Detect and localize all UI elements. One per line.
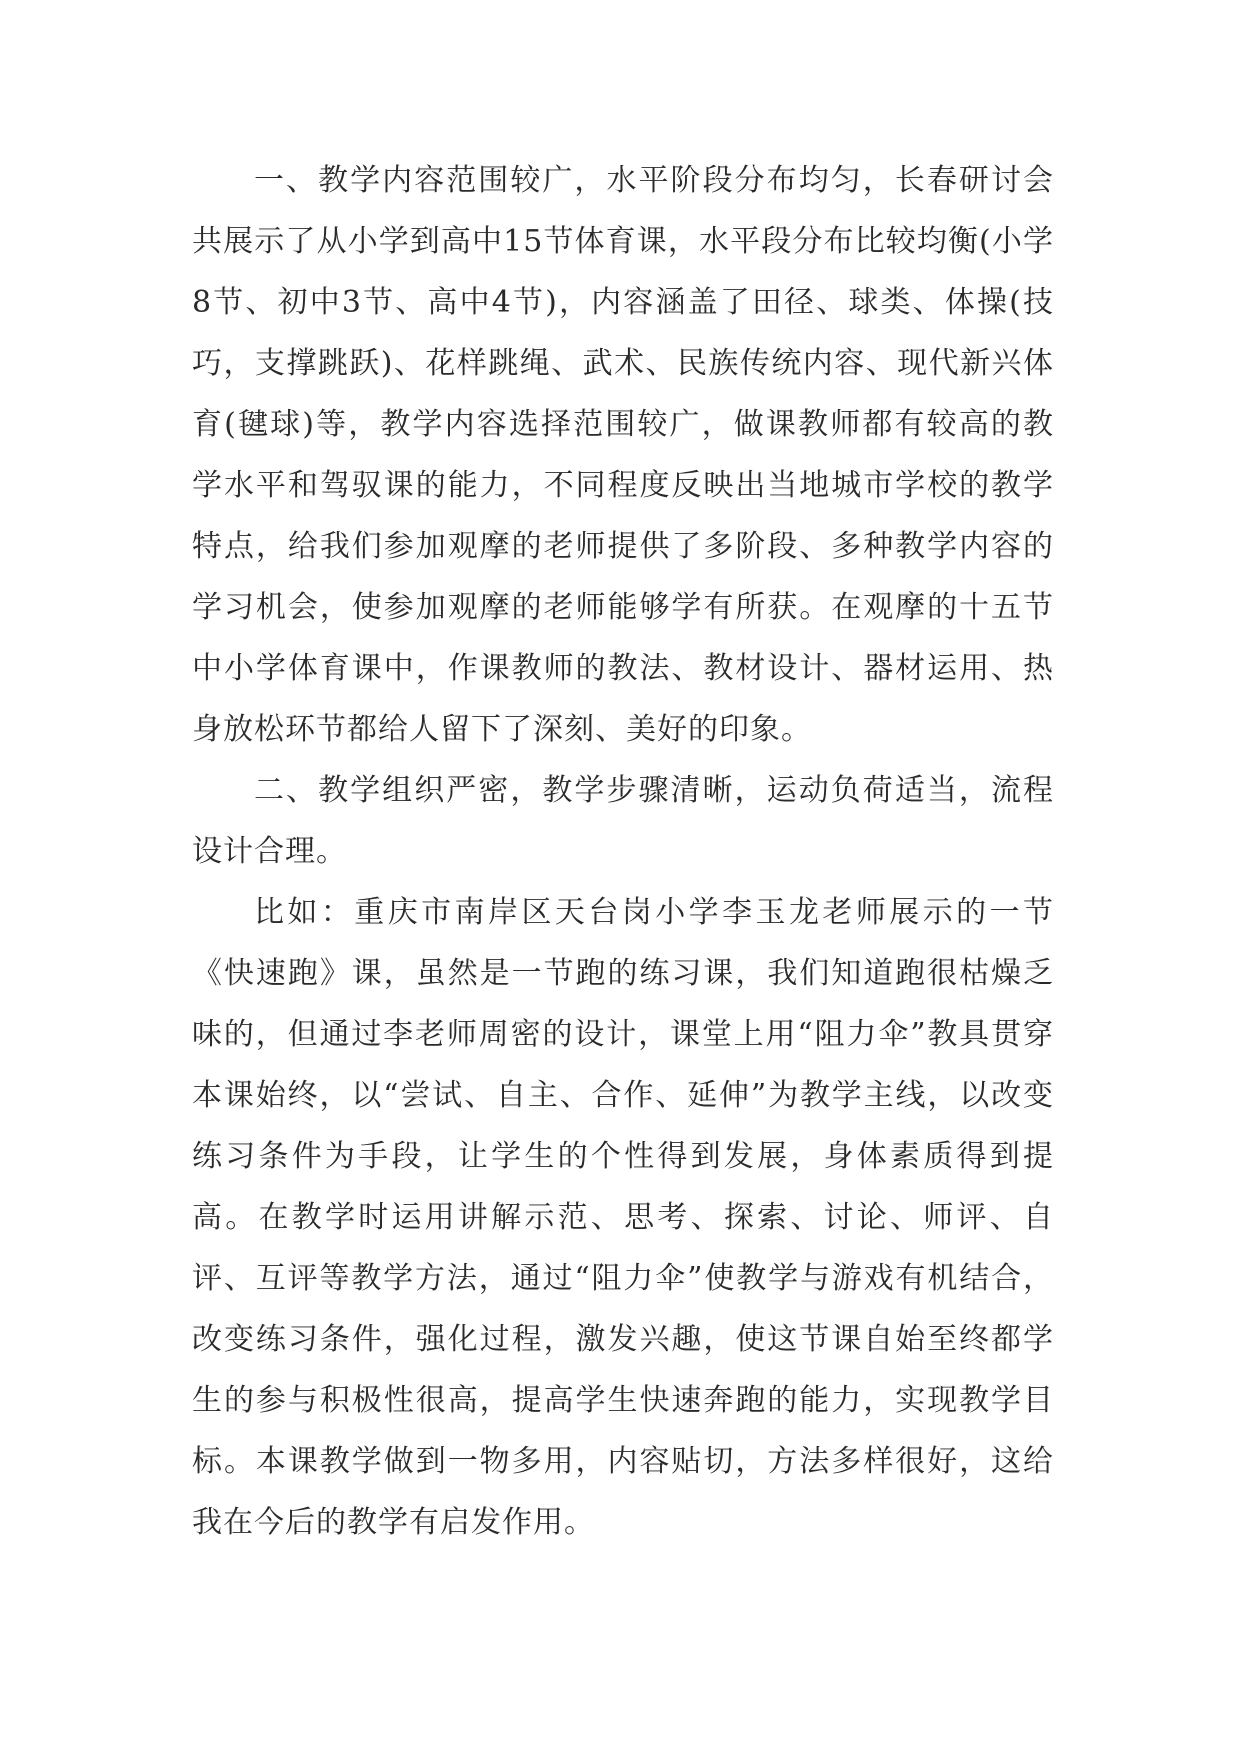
paragraph-1: 一、教学内容范围较广，水平阶段分布均匀，长春研讨会共展示了从小学到高中15节体育课，水平段分布比较均衡(小学8节、初中3节、高中4节)，内容涵盖了田径、球类、体操(技巧，支撑跳跃)、花样跳绳、武术、民族传统内容、现代新兴体育(毽球)等，教学内容选择范围较广，做课教师都有较高的教学水平和驾驭课的能力，不同程度反映出当地城市学校的教学特点，给我们参加观摩的老师提供了多阶段、多种教学内容的学习机会，使参加观摩的老师能够学有所获。在观摩的十五节中小学体育课中，作课教师的教法、教材设计、器材运用、热身放松环节都给人留下了深刻、美好的印象。 xyxy=(192,163,1054,747)
paragraph-3: 比如：重庆市南岸区天台岗小学李玉龙老师展示的一节《快速跑》课，虽然是一节跑的练习课，我们知道跑很枯燥乏味的，但通过李老师周密的设计，课堂上用“阻力伞”教具贯穿本课始终，以“尝试、自主、合作、延伸”为教学主线，以改变练习条件为手段，让学生的个性得到发展，身体素质得到提高。在教学时运用讲解示范、思考、探索、讨论、师评、自评、互评等教学方法，通过“阻力伞”使教学与游戏有机结合，改变练习条件，强化过程，激发兴趣，使这节课自始至终都学生的参与积极性很高，提高学生快速奔跑的能力，实现教学目标。本课教学做到一物多用，内容贴切，方法多样很好，这给我在今后的教学有启发作用。 xyxy=(192,895,1054,1540)
document-body xyxy=(192,150,1054,1553)
paragraph-2: 二、教学组织严密，教学步骤清晰，运动负荷适当，流程设计合理。 xyxy=(192,773,1054,869)
